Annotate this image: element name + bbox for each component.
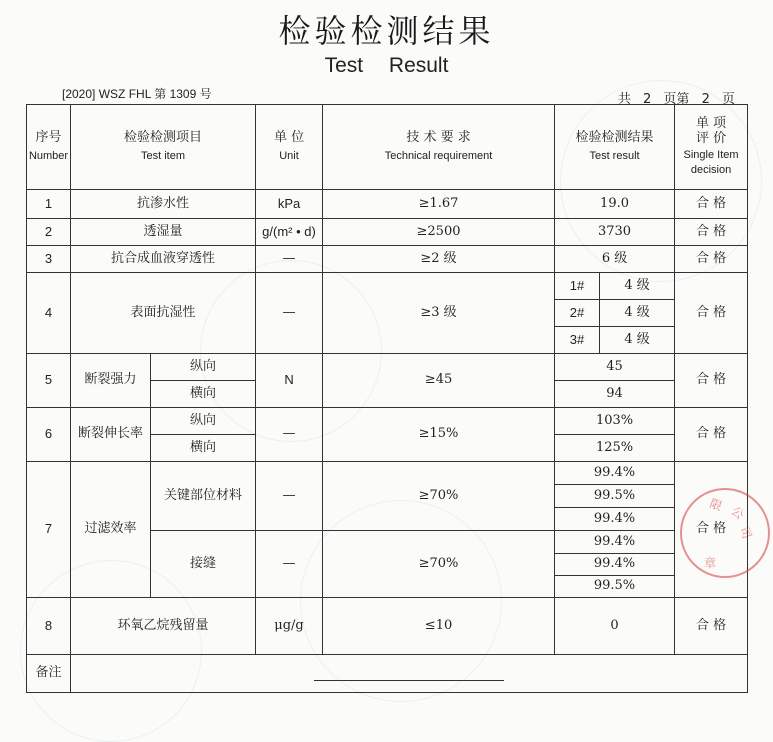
row-number: 4 [27,273,71,354]
table-row [27,219,748,246]
row-subitem: 接缝 [151,531,256,598]
row-number: 8 [27,598,71,655]
col-header-result: 检验检测结果 Test result [555,105,675,190]
row-result: 6 级 [555,246,675,273]
row-subitem: 关键部位材料 [151,462,256,531]
test-result-table [26,104,748,693]
row-unit: g/(m² • d) [256,219,323,246]
row-result: 0 [555,598,675,655]
row-requirement: ≥70% [323,462,555,531]
row-subitem: 纵向 [151,354,256,381]
row-subitem: 横向 [151,381,256,408]
page-suffix: 页 [721,92,735,107]
table-row [27,462,748,485]
row-result: 99.4% [555,531,675,554]
row-number: 7 [27,462,71,598]
row-item: 抗合成血液穿透性 [71,246,256,273]
col-header-decision: 单 项 评 价 Single Item decision [675,105,748,190]
row-decision: 合 格 [675,462,748,598]
table-header-row [27,105,748,190]
table-row [27,246,748,273]
row-unit: N [256,354,323,408]
remarks-label: 备注 [27,655,71,693]
row-number: 1 [27,190,71,219]
remarks-content [71,655,748,693]
row-result: 99.4% [555,462,675,485]
page-title: 检验检测结果 [278,12,495,50]
seal-stamp: 限 公 司 章 [680,488,770,578]
row-decision: 合 格 [675,408,748,462]
sample-label: 3# [555,327,600,354]
row-item: 断裂强力 [71,354,151,408]
row-decision: 合 格 [675,354,748,408]
col-header-item: 检验检测项目 Test item [71,105,256,190]
sample-result: 4 级 [600,273,675,300]
row-decision: 合 格 [675,598,748,655]
remarks-row [27,655,748,693]
row-requirement: ≤10 [323,598,555,655]
row-decision: 合 格 [675,246,748,273]
table-row [27,598,748,655]
row-item: 表面抗湿性 [71,273,256,354]
row-result: 125% [555,435,675,462]
row-unit: — [256,462,323,531]
row-unit: — [256,531,323,598]
page-total: 2 [642,92,652,107]
remarks-line [314,680,504,681]
row-decision: 合 格 [675,273,748,354]
row-decision: 合 格 [675,190,748,219]
table-row [27,354,748,381]
row-result: 103% [555,408,675,435]
row-number: 3 [27,246,71,273]
col-header-seq: 序号 Number [27,105,71,190]
sample-label: 2# [555,300,600,327]
page-label: 页第 [663,92,690,107]
row-unit: — [256,273,323,354]
row-requirement: ≥70% [323,531,555,598]
row-requirement: ≥3 级 [323,273,555,354]
report-number: [2020] WSZ FHL 第 1309 号 [62,87,212,101]
row-result: 19.0 [555,190,675,219]
row-number: 5 [27,354,71,408]
row-item: 过滤效率 [71,462,151,598]
sample-result: 4 级 [600,327,675,354]
row-subitem: 纵向 [151,408,256,435]
row-decision: 合 格 [675,219,748,246]
col-header-unit: 单 位 Unit [256,105,323,190]
row-item: 断裂伸长率 [71,408,151,462]
row-unit: μg/g [256,598,323,655]
row-requirement: ≥1.67 [323,190,555,219]
row-item: 透湿量 [71,219,256,246]
sample-result: 4 级 [600,300,675,327]
row-unit: kPa [256,190,323,219]
row-subitem: 横向 [151,435,256,462]
page-total-label: 共 [617,92,631,107]
row-result: 94 [555,381,675,408]
page-current: 2 [701,92,710,107]
row-result: 45 [555,354,675,381]
row-item: 环氧乙烷残留量 [71,598,256,655]
table-row [27,273,748,300]
page-subtitle: Test Result [324,54,449,77]
row-requirement: ≥15% [323,408,555,462]
row-requirement: ≥2 级 [323,246,555,273]
table-row [27,408,748,435]
row-result: 3730 [555,219,675,246]
row-result: 99.4% [555,554,675,576]
row-unit: — [256,408,323,462]
row-result: 99.5% [555,576,675,598]
col-header-requirement: 技 术 要 求 Technical requirement [323,105,555,190]
sample-label: 1# [555,273,600,300]
row-requirement: ≥45 [323,354,555,408]
row-unit: — [256,246,323,273]
row-item: 抗渗水性 [71,190,256,219]
table-row [27,190,748,219]
row-number: 6 [27,408,71,462]
row-requirement: ≥2500 [323,219,555,246]
row-result: 99.5% [555,485,675,508]
row-number: 2 [27,219,71,246]
row-result: 99.4% [555,508,675,531]
